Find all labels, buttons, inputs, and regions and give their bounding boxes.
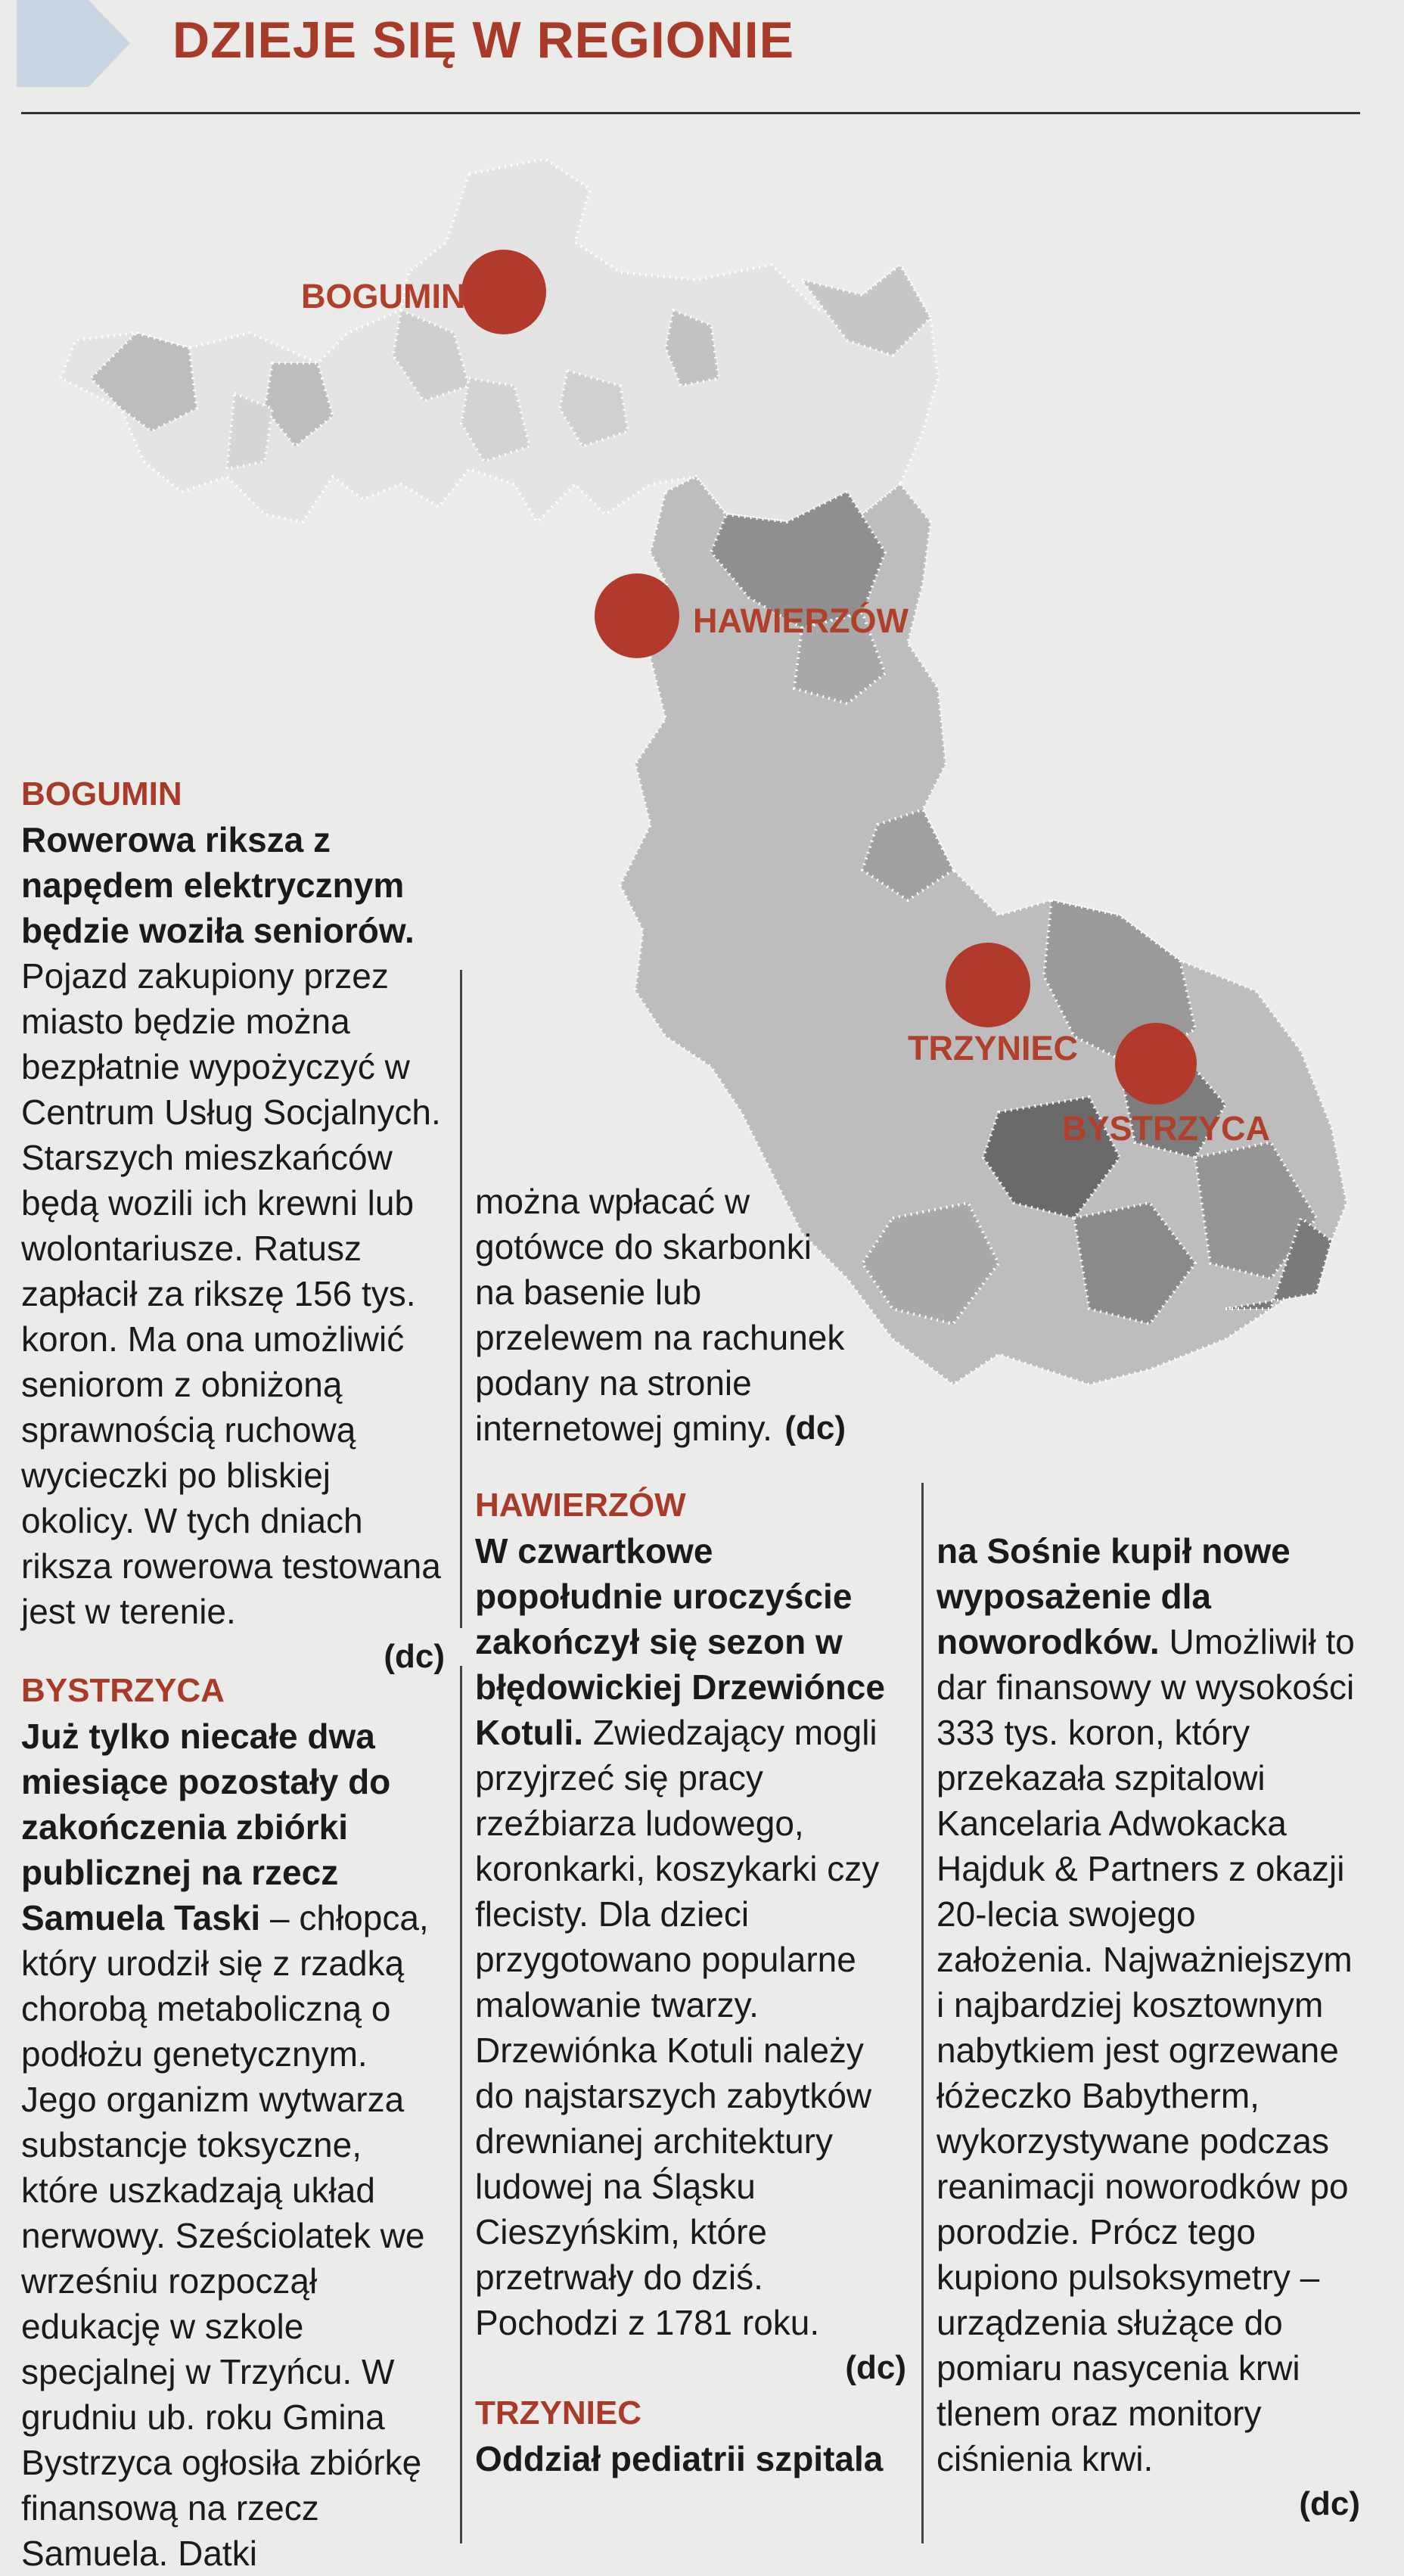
article-lead: Już tylko niecałe dwa miesiące pozostały do zakończenia zbiórki publicznej na rzecz Samuela Taski: [21, 1717, 391, 1937]
article-body: Umożliwił to dar finansowy w wysokości 333 tys. koron, który przekazała szpitalowi Kancelaria Adwokacka Hajduk & Partners z okazji 20-lecia swojego założenia. Najważniejszym i najbardziej kosztownym nabytkiem jest ogrzewane łóżeczko Babytherm, wykorzystywane podczas reanimacji noworodków po porodzie. Prócz tego kupiono pulsoksymetry – urządzenia służące do pomiaru nasycenia krwi tlenem oraz monitory ciśnienia krwi.: [937, 1622, 1355, 2478]
map-label-bogumin: BOGUMIN: [301, 277, 466, 315]
article-bystrzyca-continued: [475, 1179, 846, 1451]
article-bogumin: [21, 772, 445, 1680]
article-kicker: BOGUMIN: [21, 775, 182, 813]
article-hawierzow: [475, 1483, 906, 2391]
article-text: [21, 1714, 445, 2576]
article-body: Pojazd zakupiony przez miasto będzie można bezpłatnie wypożyczyć w Centrum Usług Socjalnych. Starszych mieszkańców będą wozili ich krewni lub wolontariusze. Ratusz zapłacił za rikszę 156 tys. koron. Ma ona umożliwić seniorom z obniżoną sprawnością ruchową wycieczki po bliskiej okolicy. W tych dniach riksza rowerowa testowana jest w terenie.: [21, 956, 441, 1631]
article-lead: Oddział pediatrii szpitala: [475, 2439, 884, 2478]
article-lead: Rowerowa riksza z napędem elektrycznym będzie woziła seniorów.: [21, 820, 415, 950]
trzyniec-marker-icon: [946, 943, 1030, 1027]
article-kicker: BYSTRZYCA: [21, 1672, 225, 1709]
article-text: [21, 817, 445, 1634]
map-label-hawierzow: HAWIERZÓW: [693, 601, 909, 640]
article-text: [475, 1528, 906, 2345]
article-lead: W czwartkowe popołudnie uroczyście zakończył się sezon w błędowickiej Drzewiónce Kotuli.: [475, 1531, 885, 1752]
section-arrow-icon: [17, 0, 130, 87]
article-kicker: TRZYNIEC: [475, 2394, 641, 2432]
hawierzow-marker-icon: [595, 573, 679, 658]
map-label-trzyniec: TRZYNIEC: [908, 1029, 1078, 1067]
column-divider: [460, 970, 462, 1628]
article-body-continued: można wpłacać w gotówce do skarbonki na basenie lub przelewem na rachunek podany na stronie internetowej gminy.: [475, 1182, 845, 1448]
district-karwina-region: [61, 159, 938, 522]
section-title: DZIEJE SIĘ W REGIONIE: [172, 11, 795, 69]
article-text: [937, 1528, 1360, 2481]
header-divider: [21, 112, 1360, 114]
article-signature: (dc): [384, 1638, 445, 1675]
article-body: Zwiedzający mogli przyjrzeć się pracy rzeźbiarza ludowego, koronkarki, koszykarki czy flecisty. Dla dzieci przygotowano popularne malowanie twarzy. Drzewiónka Kotuli należy do najstarszych zabytków drewnianej architektury ludowej na Śląsku Cieszyńskim, które przetrwały do dziś. Pochodzi z 1781 roku.: [475, 1713, 880, 2342]
article-signature: (dc): [845, 2349, 906, 2386]
bogumin-marker-icon: [461, 250, 546, 334]
article-bystrzyca: [21, 1668, 445, 2576]
article-body: – chłopca, który urodził się z rzadką chorobą metaboliczną o podłożu genetycznym. Jego organizm wytwarza substancje toksyczne, które uszkadzają układ nerwowy. Sześciolatek we wrześniu rozpoczął edukację w szkole specjalnej w Trzyńcu. W grudniu ub. roku Gmina Bystrzyca ogłosiła zbiórkę finansową na rzecz Samuela. Datki: [21, 1898, 429, 2573]
column-divider: [460, 1666, 462, 2543]
article-signature: (dc): [784, 1409, 846, 1446]
article-signature: (dc): [1299, 2485, 1360, 2522]
article-trzyniec: [475, 2391, 906, 2481]
article-lead-continued: na Sośnie kupił nowe wyposażenie dla noworodków.: [937, 1531, 1291, 1661]
bystrzyca-marker-icon: [1115, 1023, 1197, 1105]
article-trzyniec-continued: [937, 1528, 1360, 2527]
article-kicker: HAWIERZÓW: [475, 1487, 686, 1524]
column-divider: [921, 1483, 924, 2543]
map-label-bystrzyca: BYSTRZYCA: [1062, 1109, 1271, 1148]
